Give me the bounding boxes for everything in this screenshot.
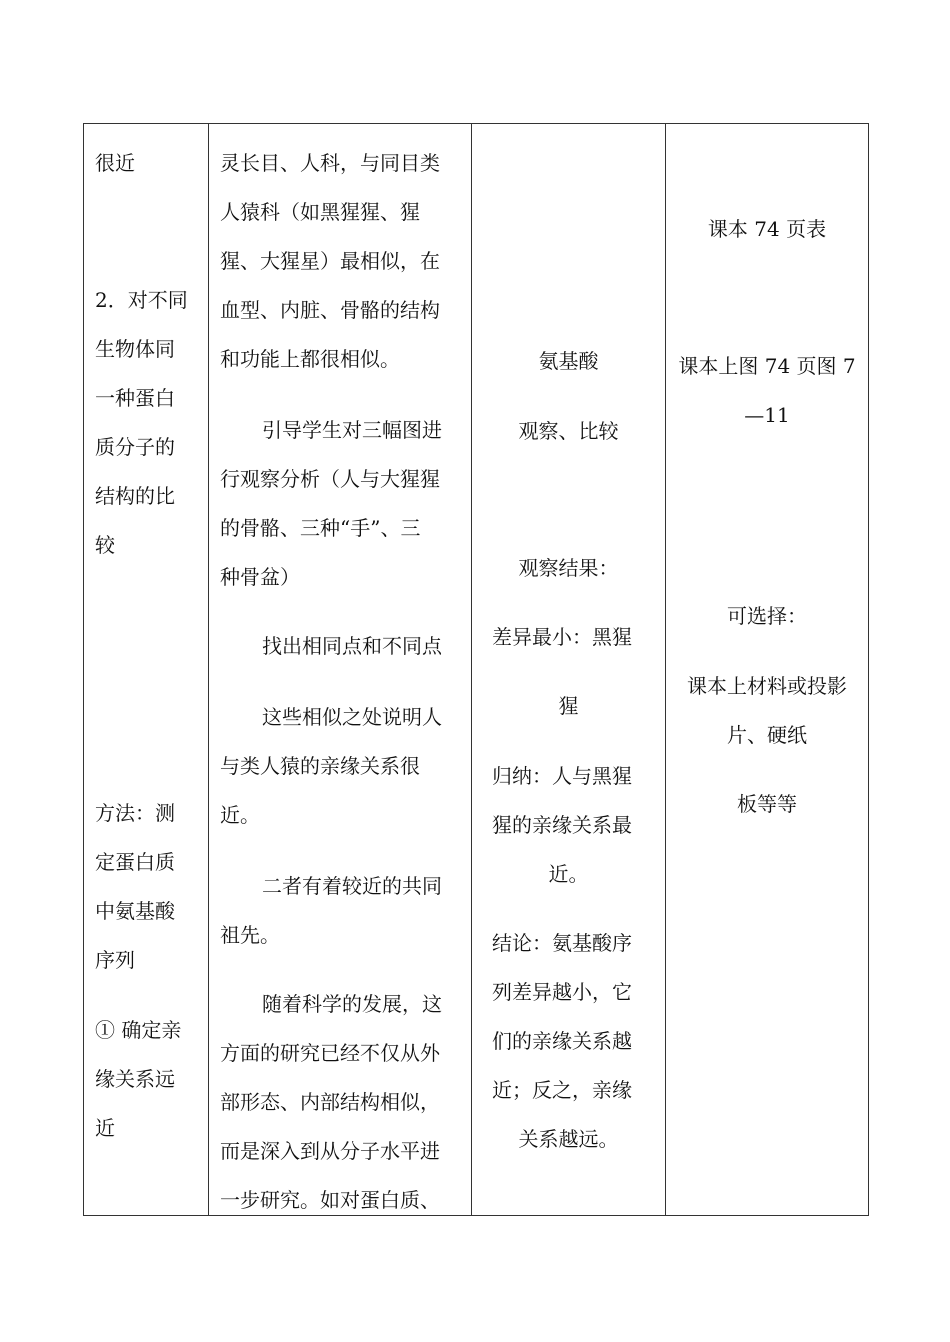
text-line: 和功能上都很相似。 <box>220 347 400 371</box>
text-line: 可选择： <box>727 604 807 628</box>
text-line: 猩 <box>558 694 579 718</box>
text-line: 片、硬纸 <box>727 723 807 747</box>
text-line: 与类人猿的亲缘关系很 <box>220 754 420 778</box>
text-line: 缘关系远 <box>95 1067 175 1091</box>
text-line: 近；反之，亲缘 <box>492 1078 632 1102</box>
text-line: 这些相似之处说明人 <box>262 705 442 729</box>
text-line: 结构的比 <box>95 484 175 508</box>
text-line: 猩、大猩星）最相似，在 <box>220 249 440 273</box>
text-line: 祖先。 <box>220 923 280 947</box>
text-line: 方法：测 <box>95 801 175 825</box>
text-line: 定蛋白质 <box>95 850 175 874</box>
column-teacher-activity <box>208 124 471 1215</box>
text-line: 序列 <box>95 948 135 972</box>
text-line: ① 确定亲 <box>95 1018 182 1042</box>
text-line: 质分子的 <box>95 435 175 459</box>
text-line: 2．对不同 <box>95 288 188 312</box>
text-line: 氨基酸 <box>538 349 599 373</box>
text-line: 课本上图 74 页图 7 <box>678 354 856 378</box>
text-line: 而是深入到从分子水平进 <box>220 1139 440 1163</box>
text-line: 课本上材料或投影 <box>687 674 847 698</box>
text-line: 差异最小：黑猩 <box>492 625 632 649</box>
text-line: 灵长目、人科，与同目类 <box>220 151 440 175</box>
text-line: 很近 <box>95 151 135 175</box>
text-line: 找出相同点和不同点 <box>262 634 442 658</box>
text-line: 生物体同 <box>95 337 175 361</box>
column-materials <box>665 124 868 1215</box>
text-line: 随着科学的发展，这 <box>262 992 442 1016</box>
text-line: 一步研究。如对蛋白质、 <box>220 1188 440 1212</box>
text-line: 课本 74 页表 <box>707 217 827 241</box>
text-line: 观察结果： <box>518 556 619 580</box>
text-line: 板等等 <box>737 792 797 816</box>
text-line: 们的亲缘关系越 <box>492 1029 632 1053</box>
text-line: 的骨骼、三种“手”、三 <box>220 516 421 540</box>
text-line: 观察、比较 <box>518 419 619 443</box>
text-line: —11 <box>744 403 790 427</box>
text-line: 引导学生对三幅图进 <box>262 418 442 442</box>
text-line: 种骨盆） <box>220 565 300 589</box>
text-line: 中氨基酸 <box>95 899 175 923</box>
text-line: 方面的研究已经不仅从外 <box>220 1041 440 1065</box>
text-line: 人猿科（如黑猩猩、猩 <box>220 200 420 224</box>
text-line: 归纳：人与黑猩 <box>492 764 632 788</box>
text-line: 结论：氨基酸序 <box>492 931 632 955</box>
text-line: 较 <box>95 533 115 557</box>
text-line: 关系越远。 <box>518 1127 619 1151</box>
text-line: 近。 <box>220 803 260 827</box>
text-line: 列差异越小，它 <box>492 980 632 1004</box>
text-line: 近。 <box>548 862 589 886</box>
column-content-topic <box>84 124 208 1215</box>
text-line: 猩的亲缘关系最 <box>492 813 632 837</box>
text-line: 二者有着较近的共同 <box>262 874 442 898</box>
text-line: 行观察分析（人与大猩猩 <box>220 467 440 491</box>
text-line: 血型、内脏、骨骼的结构 <box>220 298 440 322</box>
text-line: 部形态、内部结构相似， <box>220 1090 440 1114</box>
lesson-plan-table <box>83 123 869 1216</box>
column-student-activity <box>471 124 665 1215</box>
text-line: 近 <box>95 1116 115 1140</box>
text-line: 一种蛋白 <box>95 386 175 410</box>
